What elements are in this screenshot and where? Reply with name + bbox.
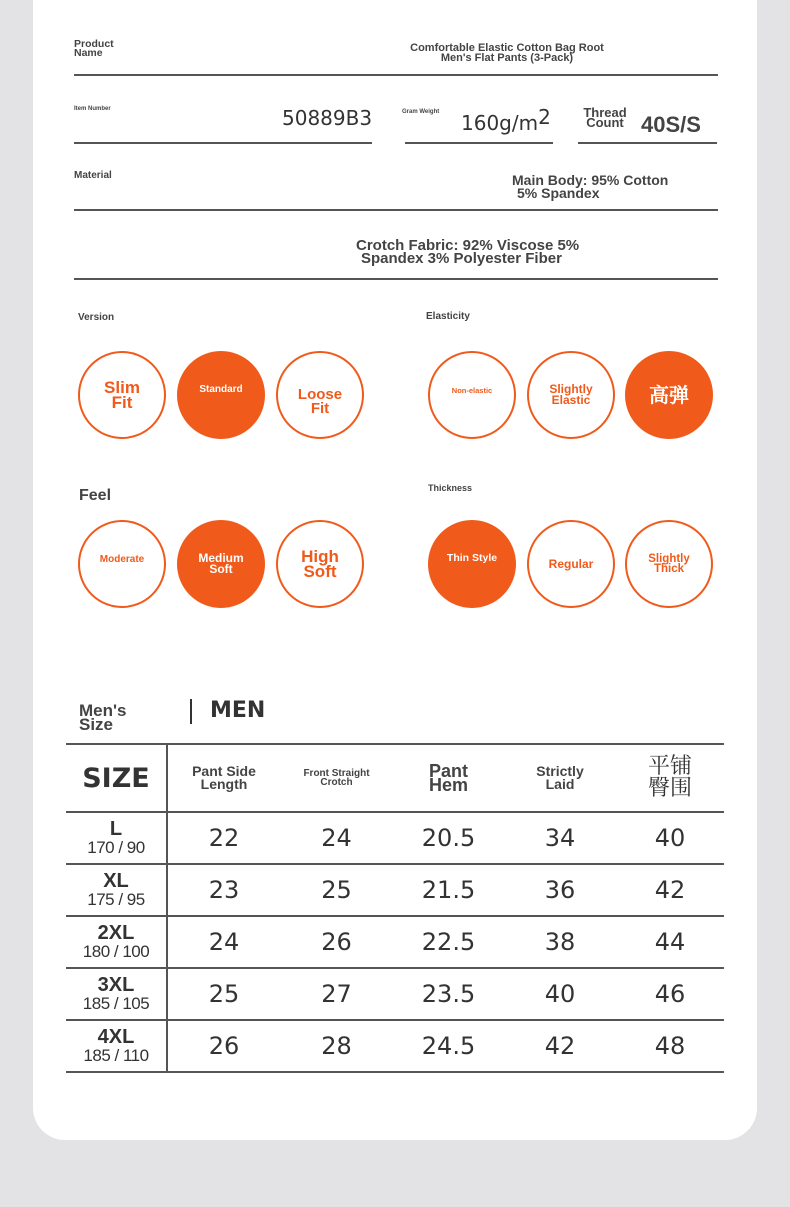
thickness-slightly-thick: Slightly Thick (625, 520, 713, 608)
material-main-line1: Main Body: 95% Cotton (512, 172, 669, 188)
value-cell: 26 (321, 928, 352, 956)
feel-medium-soft: Medium Soft (177, 520, 265, 608)
value-cell: 28 (321, 1032, 352, 1060)
size-table-header (66, 744, 724, 812)
value-cell: 40 (544, 980, 576, 1008)
header-flat-hip: 平铺臀围 (647, 754, 692, 801)
value-cell: 44 (654, 928, 686, 956)
header-strictly-laid: Strictly Laid (536, 762, 584, 792)
version-standard: Standard (177, 351, 265, 439)
size-cell: L 170 / 90 (66, 812, 167, 864)
value-cell: 38 (544, 928, 576, 956)
value-cell: 21.5 (421, 876, 476, 904)
thread-count-label: Thread Count (583, 105, 627, 130)
value-cell: 40 (654, 824, 686, 852)
divider (74, 278, 718, 280)
table-row (66, 812, 724, 864)
divider (74, 142, 372, 144)
mens-size-label: Men's Size (79, 701, 127, 734)
men-title: MEN (210, 698, 266, 723)
value-cell: 42 (654, 876, 686, 904)
table-row (66, 1020, 724, 1072)
material-main-line2: 5% Spandex (517, 185, 600, 202)
gram-weight-number: 160g/m (461, 111, 539, 135)
size-table (66, 743, 724, 1073)
value-cell: 22 (208, 824, 240, 852)
table-row (66, 916, 724, 968)
material-crotch-line2: Spandex 3% Polyester Fiber (361, 249, 562, 267)
value-cell: 23 (208, 876, 240, 904)
value-cell: 42 (544, 1032, 576, 1060)
size-cell: 3XL 185 / 105 (66, 968, 167, 1020)
value-cell: 48 (654, 1032, 686, 1060)
section-separator (190, 699, 192, 724)
value-cell: 36 (544, 876, 576, 904)
version-label: Version (78, 312, 115, 323)
value-cell: 22.5 (421, 928, 476, 956)
feel-moderate: Moderate (78, 520, 166, 608)
value-cell: 23.5 (421, 980, 476, 1008)
thickness-label: Thickness (428, 483, 473, 493)
version-slim-fit: Slim Fit (78, 351, 166, 439)
size-cell: XL 175 / 95 (66, 864, 167, 916)
material-crotch-line1: Crotch Fabric: 92% Viscose 5% (356, 237, 580, 254)
size-cell: 2XL 180 / 100 (66, 916, 167, 968)
material-label: Material (74, 170, 112, 181)
header-pant-side-length: Pant Side Length (192, 762, 256, 792)
value-cell: 24 (321, 824, 352, 852)
elasticity-slightly-elastic: Slightly Elastic (527, 351, 615, 439)
value-cell: 46 (654, 980, 686, 1008)
gram-weight-unit-power: 2 (538, 105, 551, 129)
version-loose-fit: Loose Fit (276, 351, 364, 439)
thickness-regular: Regular (527, 520, 615, 608)
value-cell: 25 (321, 876, 352, 904)
header-size: SIZE (66, 744, 167, 812)
value-cell: 26 (208, 1032, 240, 1060)
value-cell: 27 (321, 980, 352, 1008)
item-number-label: Item Number (74, 106, 111, 112)
divider (578, 142, 717, 144)
material-crotch (356, 237, 580, 267)
feel-high-soft: High Soft (276, 520, 364, 608)
thickness-thin-style: Thin Style (428, 520, 516, 608)
thread-count-value: 40S/S (641, 112, 701, 137)
value-cell: 34 (544, 824, 576, 852)
gram-weight-label: Gram Weight (402, 109, 440, 115)
product-name-value: Comfortable Elastic Cotton Bag Root Men's Flat Pants (3-Pack) (410, 42, 604, 65)
table-row (66, 864, 724, 916)
value-cell: 25 (208, 980, 240, 1008)
divider (74, 74, 718, 76)
table-row (66, 968, 724, 1020)
product-name-label: Product Name (74, 38, 114, 59)
header-pant-hem: Pant Hem (428, 760, 468, 795)
divider (405, 142, 553, 144)
value-cell: 24 (208, 928, 240, 956)
elasticity-label: Elasticity (426, 311, 470, 322)
item-number-value: 50889B3 (282, 106, 373, 130)
value-cell: 24.5 (421, 1032, 476, 1060)
material-main (512, 174, 668, 201)
header-front-straight-crotch: Front Straight Crotch (303, 767, 370, 788)
value-cell: 20.5 (421, 824, 476, 852)
gram-weight-value (461, 105, 551, 135)
elasticity-non-elastic: Non-elastic (428, 351, 516, 439)
size-cell: 4XL 185 / 110 (66, 1020, 167, 1072)
elasticity-high: 高弹 (625, 351, 713, 439)
divider (74, 209, 718, 211)
feel-label: Feel (79, 487, 112, 504)
